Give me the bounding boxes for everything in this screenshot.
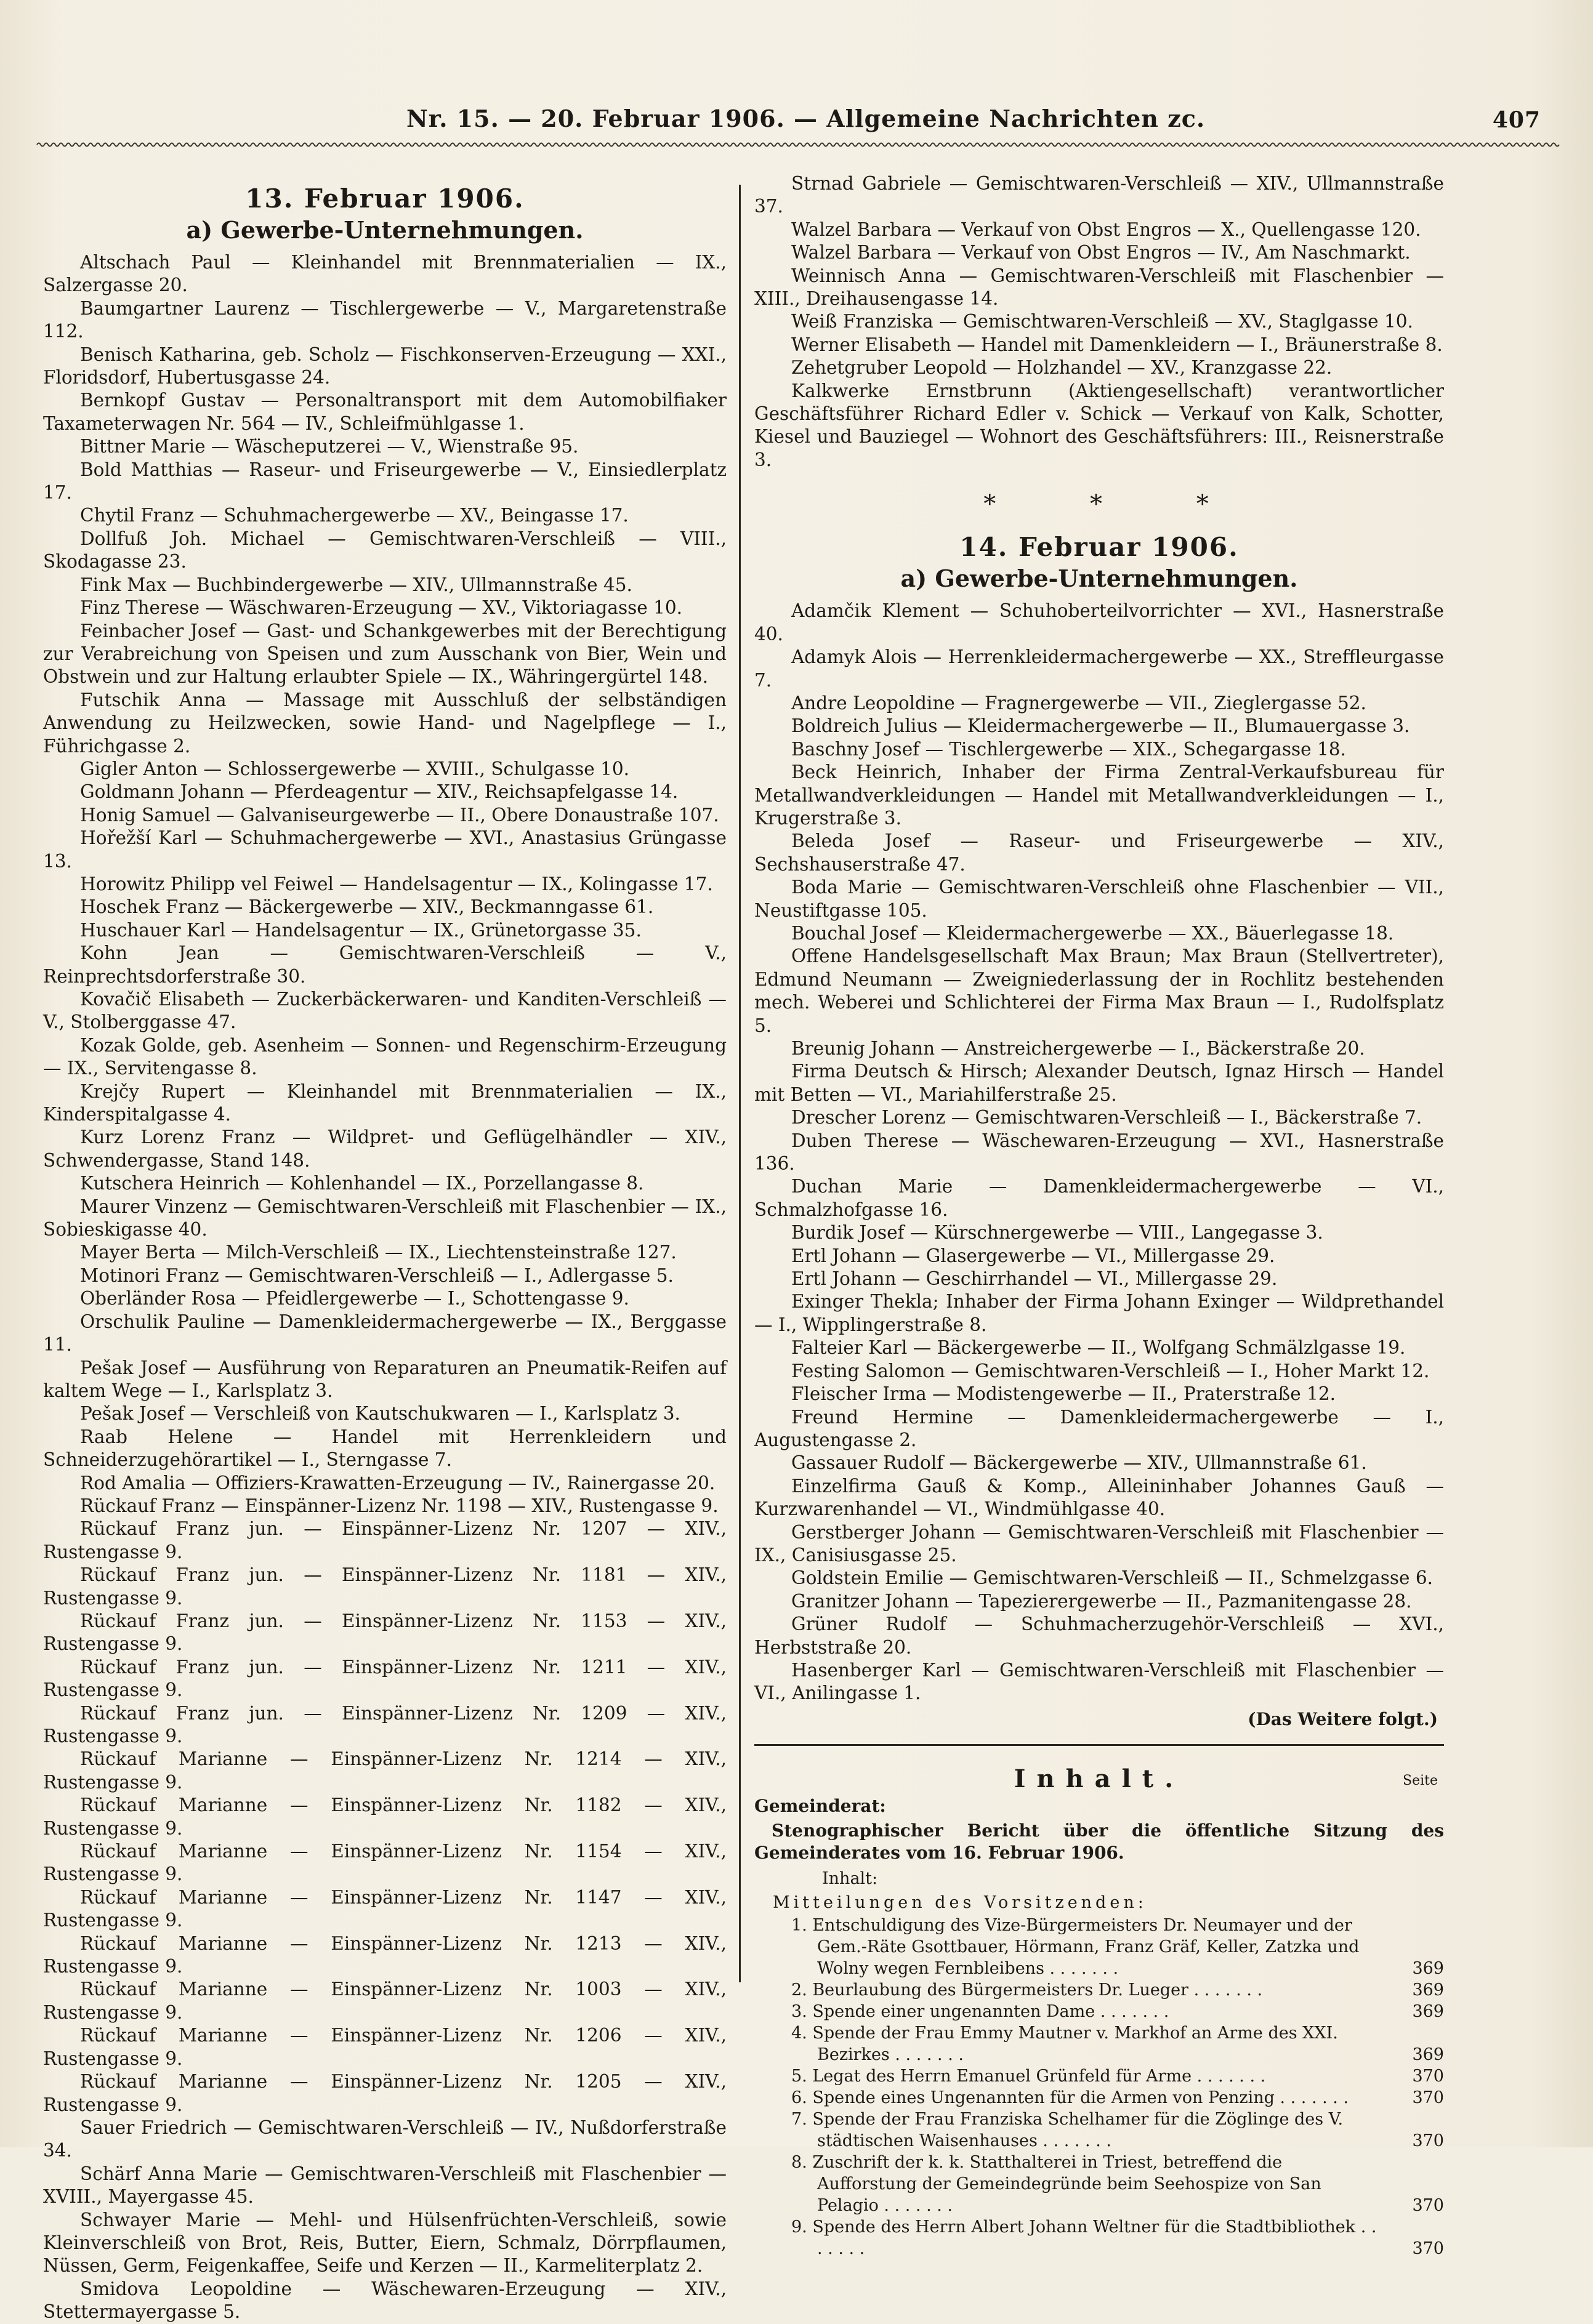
list-item: Feinbacher Josef — Gast- und Schankgewerbes mit der Berechtigung zur Verabreichung von Speisen und zum Ausschank von Bier, Wein und Obstwein und zur Haltung erlaubter Spiele — IX., Währingergürtel 148. (43, 620, 727, 688)
toc-item-page: 370 (1412, 2195, 1444, 2215)
toc-item (754, 2152, 1444, 2216)
section-subtitle: a) Gewerbe-Unternehmungen. (900, 565, 1298, 593)
list-item: Rückauf Marianne — Einspänner-Lizenz Nr. 1147 — XIV., Rustengasse 9. (43, 1886, 727, 1931)
list-item: Schwayer Marie — Mehl- und Hülsenfrüchten-Verschleiß, sowie Kleinverschleiß von Brot, Reis, Butter, Eiern, Schmalz, Dörrpflaumen, Nüssen, Germ, Feigenkaffee, Seife und Kerzen — II., Karmeliterplatz 2. (43, 2209, 727, 2277)
list-item: Rückauf Franz jun. — Einspänner-Lizenz Nr. 1207 — XIV., Rustengasse 9. (43, 1518, 727, 1562)
page-number: 407 (1492, 107, 1541, 133)
list-item: Huschauer Karl — Handelsagentur — IX., Grünetorgasse 35. (80, 919, 642, 941)
toc-item-text: 4. Spende der Frau Emmy Mautner v. Markhof an Arme des XXI. Bezirkes . . . . . . . (791, 2023, 1338, 2064)
toc-item (754, 1915, 1444, 1979)
list-item: Walzel Barbara — Verkauf von Obst Engros — X., Quellengasse 120. (791, 219, 1421, 240)
list-item: Rückauf Franz jun. — Einspänner-Lizenz Nr. 1209 — XIV., Rustengasse 9. (43, 1702, 727, 1747)
toc-report-title: Stenographischer Bericht über die öffentliche Sitzung des Gemeinderates vom 16. Februar 1906. (754, 1820, 1444, 1863)
section-date: 13. Februar 1906. (245, 183, 525, 214)
list-item: Chytil Franz — Schuhmachergewerbe — XV., Beingasse 17. (80, 505, 629, 526)
list-item: Duchan Marie — Damenkleidermachergewerbe — VI., Schmalzhofgasse 16. (754, 1176, 1444, 1220)
list-item: Breunig Johann — Anstreichergewerbe — I., Bäckerstraße 20. (791, 1038, 1365, 1059)
list-item: Beck Heinrich, Inhaber der Firma Zentral-Verkaufsbureau für Metallwandverkleidungen — Handel mit Metallwandverkleidungen — I., Krugerstraße 3. (754, 762, 1444, 829)
list-item: Honig Samuel — Galvaniseurgewerbe — II., Obere Donaustraße 107. (80, 804, 719, 826)
list-item: Rückauf Franz — Einspänner-Lizenz Nr. 1198 — XIV., Rustengasse 9. (80, 1495, 719, 1516)
continued-note: (Das Weitere folgt.) (1248, 1708, 1438, 1729)
list-item: Goldmann Johann — Pferdeagentur — XIV., Reichsapfelgasse 14. (80, 781, 679, 803)
list-item: Beleda Josef — Raseur- und Friseurgewerbe — XIV., Sechshauserstraße 47. (754, 830, 1444, 875)
list-item: Walzel Barbara — Verkauf von Obst Engros — IV., Am Naschmarkt. (791, 242, 1411, 263)
header-wavy-rule (37, 140, 1556, 149)
list-item: Exinger Thekla; Inhaber der Firma Johann Exinger — Wildprethandel — I., Wipplingerstraße 8. (754, 1291, 1444, 1335)
toc-item-page: 370 (1412, 2131, 1444, 2150)
list-item: Drescher Lorenz — Gemischtwaren-Verschleiß — I., Bäckerstraße 7. (791, 1107, 1422, 1128)
list-item: Grüner Rudolf — Schuhmacherzugehör-Verschleiß — XVI., Herbststraße 20. (754, 1614, 1444, 1658)
list-item: Einzelfirma Gauß & Komp., Alleininhaber Johannes Gauß — Kurzwarenhandel — VI., Windmühlgasse 40. (754, 1475, 1444, 1520)
toc-title-text: Inhalt. (1014, 1764, 1185, 1793)
list-item: Rückauf Marianne — Einspänner-Lizenz Nr. 1182 — XIV., Rustengasse 9. (43, 1795, 727, 1839)
list-item: Hoschek Franz — Bäckergewerbe — XIV., Beckmanngasse 61. (80, 896, 654, 918)
list-item: Horowitz Philipp vel Feiwel — Handelsagentur — IX., Kolingasse 17. (80, 873, 713, 895)
list-item: Fink Max — Buchbindergewerbe — XIV., Ullmannstraße 45. (80, 574, 632, 595)
list-item: Festing Salomon — Gemischtwaren-Verschleiß — I., Hoher Markt 12. (791, 1360, 1430, 1381)
list-item: Finz Therese — Wäschwaren-Erzeugung — XV., Viktoriagasse 10. (80, 597, 683, 619)
page-header (37, 99, 1556, 142)
header-title: Nr. 15. — 20. Februar 1906. — Allgemeine Nachrichten zc. (406, 105, 1206, 132)
list-item: Maurer Vinzenz — Gemischtwaren-Verschleiß mit Flaschenbier — IX., Sobieskigasse 40. (43, 1196, 727, 1240)
list-item: Hasenberger Karl — Gemischtwaren-Verschleiß mit Flaschenbier — VI., Anilingasse 1. (754, 1659, 1444, 1704)
toc-item-page: 370 (1412, 2088, 1444, 2107)
section-subtitle: a) Gewerbe-Unternehmungen. (186, 216, 584, 244)
left-column (43, 172, 727, 2323)
continued-entry-list (754, 172, 1444, 472)
toc-item-text: 5. Legat des Herrn Emanuel Grünfeld für Arme . . . . . . . (791, 2066, 1266, 2086)
list-item: Adamyk Alois — Herrenkleidermachergewerbe — XX., Streffleurgasse 7. (754, 646, 1444, 691)
list-item: Freund Hermine — Damenkleidermachergewerbe — I., Augustengasse 2. (754, 1406, 1444, 1450)
list-item: Baschny Josef — Tischlergewerbe — XIX., Schegargasse 18. (791, 738, 1346, 760)
list-item: Fleischer Irma — Modistengewerbe — II., Praterstraße 12. (791, 1383, 1336, 1405)
right-column (754, 172, 1444, 2258)
list-item: Firma Deutsch & Hirsch; Alexander Deutsch, Ignaz Hirsch — Handel mit Betten — VI., Mariahilferstraße 25. (754, 1061, 1444, 1105)
list-item: Raab Helene — Handel mit Herrenkleidern und Schneiderzugehörartikel — I., Sterngasse 7. (43, 1426, 727, 1471)
table-of-contents (754, 1764, 1444, 2259)
toc-item-page: 369 (1412, 1980, 1444, 2000)
column-divider (739, 185, 741, 1982)
toc-item-page: 369 (1412, 2001, 1444, 2021)
list-item: Gassauer Rudolf — Bäckergewerbe — XIV., Ullmannstraße 61. (791, 1452, 1367, 1474)
toc-title (754, 1764, 1444, 1793)
list-item: Rückauf Marianne — Einspänner-Lizenz Nr. 1206 — XIV., Rustengasse 9. (43, 2025, 727, 2069)
list-item: Futschik Anna — Massage mit Ausschluß der selbständigen Anwendung zu Heilzwecken, sowie Hand- und Nagelpflege — I., Führichgasse 2. (43, 689, 727, 757)
toc-item (754, 2065, 1444, 2087)
section-separator-stars: * * * (983, 490, 1252, 519)
list-item: Rückauf Marianne — Einspänner-Lizenz Nr. 1205 — XIV., Rustengasse 9. (43, 2071, 727, 2115)
list-item: Bold Matthias — Raseur- und Friseurgewerbe — V., Einsiedlerplatz 17. (43, 459, 727, 504)
toc-item-page: 369 (1412, 1958, 1444, 1978)
list-item: Mayer Berta — Milch-Verschleiß — IX., Liechtensteinstraße 127. (80, 1242, 677, 1263)
right-entry-list (754, 600, 1444, 1705)
section-rule (754, 1744, 1444, 1746)
list-item: Orschulik Pauline — Damenkleidermachergewerbe — IX., Berggasse 11. (43, 1311, 727, 1356)
toc-page-label: Seite (1403, 1772, 1438, 1788)
list-item: Zehetgruber Leopold — Holzhandel — XV., Kranzgasse 22. (791, 357, 1333, 379)
list-item: Burdik Josef — Kürschnergewerbe — VIII., Langegasse 3. (791, 1222, 1323, 1244)
list-item: Pešak Josef — Verschleiß von Kautschukwaren — I., Karlsplatz 3. (80, 1403, 680, 1425)
list-item: Weiß Franziska — Gemischtwaren-Verschleiß — XV., Staglgasse 10. (791, 311, 1413, 332)
toc-item-text: 3. Spende einer ungenannten Dame . . . . . . . (791, 2001, 1169, 2021)
list-item: Pešak Josef — Ausführung von Reparaturen an Pneumatik-Reifen auf kaltem Wege — I., Karlsplatz 3. (43, 1357, 727, 1401)
list-item: Ertl Johann — Glasergewerbe — VI., Millergasse 29. (791, 1245, 1275, 1266)
toc-gemeinderat-label: Gemeinderat: (754, 1795, 886, 1816)
list-item: Benisch Katharina, geb. Scholz — Fischkonserven-Erzeugung — XXI., Floridsdorf, Hubertusgasse 24. (43, 344, 727, 388)
list-item: Strnad Gabriele — Gemischtwaren-Verschleiß — XIV., Ullmannstraße 37. (754, 173, 1444, 217)
list-item: Motinori Franz — Gemischtwaren-Verschleiß — I., Adlergasse 5. (80, 1265, 674, 1286)
list-item: Rückauf Marianne — Einspänner-Lizenz Nr. 1154 — XIV., Rustengasse 9. (43, 1841, 727, 1885)
list-item: Gerstberger Johann — Gemischtwaren-Verschleiß mit Flaschenbier — IX., Canisiusgasse 25. (754, 1521, 1444, 1566)
list-item: Smidova Leopoldine — Wäschewaren-Erzeugung — XIV., Stettermayergasse 5. (43, 2278, 727, 2323)
toc-item (754, 2087, 1444, 2109)
toc-item-text: 6. Spende eines Ungenannten für die Armen von Penzing . . . . . . . (791, 2088, 1349, 2107)
list-item: Rückauf Marianne — Einspänner-Lizenz Nr. 1214 — XIV., Rustengasse 9. (43, 1748, 727, 1793)
list-item: Boda Marie — Gemischtwaren-Verschleiß ohne Flaschenbier — VII., Neustiftgasse 105. (754, 877, 1444, 921)
toc-item-text: 9. Spende des Herrn Albert Johann Weltner für die Stadtbibliothek . . . . . . . (791, 2217, 1377, 2258)
toc-item-page: 370 (1412, 2238, 1444, 2258)
list-item: Kurz Lorenz Franz — Wildpret- und Geflügelhändler — XIV., Schwendergasse, Stand 148. (43, 1127, 727, 1171)
list-item: Werner Elisabeth — Handel mit Damenkleidern — I., Bräunerstraße 8. (791, 334, 1443, 355)
list-item: Hořežší Karl — Schuhmachergewerbe — XVI., Anastasius Grüngasse 13. (43, 827, 727, 872)
list-item: Krejčy Rupert — Kleinhandel mit Brennmaterialien — IX., Kinderspitalgasse 4. (43, 1080, 727, 1125)
list-item: Weinnisch Anna — Gemischtwaren-Verschleiß mit Flaschenbier — XIII., Dreihausengasse 14. (754, 265, 1444, 310)
list-item: Adamčik Klement — Schuhoberteilvorrichter — XVI., Hasnerstraße 40. (754, 600, 1444, 645)
toc-item-page: 370 (1412, 2066, 1444, 2086)
list-item: Rückauf Marianne — Einspänner-Lizenz Nr. 1213 — XIV., Rustengasse 9. (43, 1932, 727, 1977)
list-item: Boldreich Julius — Kleidermachergewerbe — II., Blumauergasse 3. (791, 715, 1410, 737)
list-item: Kovačič Elisabeth — Zuckerbäckerwaren- und Kanditen-Verschleiß — V., Stolberggasse 47. (43, 989, 727, 1033)
list-item: Kutschera Heinrich — Kohlenhandel — IX., Porzellangasse 8. (80, 1173, 644, 1194)
list-item: Falteier Karl — Bäckergewerbe — II., Wolfgang Schmälzlgasse 19. (791, 1337, 1406, 1359)
list-item: Rückauf Marianne — Einspänner-Lizenz Nr. 1003 — XIV., Rustengasse 9. (43, 1979, 727, 2023)
list-item: Kohn Jean — Gemischtwaren-Verschleiß — V., Reinprechtsdorferstraße 30. (43, 943, 727, 987)
list-item: Bernkopf Gustav — Personaltransport mit dem Automobilfiaker Taxameterwagen Nr. 564 — IV., Schleifmühlgasse 1. (43, 390, 727, 434)
list-item: Oberländer Rosa — Pfeidlergewerbe — I., Schottengasse 9. (80, 1288, 629, 1309)
toc-mitteilungen-label: Mitteilungen des Vorsitzenden: (773, 1892, 1147, 1912)
list-item: Offene Handelsgesellschaft Max Braun; Max Braun (Stellvertreter), Edmund Neumann — Zweigniederlassung der in Rochlitz bestehenden mech. Weberei und Schlichterei der Firma Max Braun — I., Rudolfsplatz 5. (754, 946, 1444, 1036)
toc-item (754, 2022, 1444, 2065)
list-item: Rückauf Franz jun. — Einspänner-Lizenz Nr. 1181 — XIV., Rustengasse 9. (43, 1564, 727, 1609)
list-item: Bittner Marie — Wäscheputzerei — V., Wienstraße 95. (80, 436, 579, 457)
toc-item-page: 369 (1412, 2045, 1444, 2064)
toc-item (754, 2216, 1444, 2259)
toc-item-list (754, 1915, 1444, 2259)
toc-item (754, 1979, 1444, 2001)
list-item: Goldstein Emilie — Gemischtwaren-Verschleiß — II., Schmelzgasse 6. (791, 1567, 1434, 1589)
list-item: Granitzer Johann — Tapezierergewerbe — II., Pazmanitengasse 28. (791, 1590, 1412, 1612)
list-item: Altschach Paul — Kleinhandel mit Brennmaterialien — IX., Salzergasse 20. (43, 252, 727, 296)
list-item: Rückauf Franz jun. — Einspänner-Lizenz Nr. 1211 — XIV., Rustengasse 9. (43, 1656, 727, 1701)
list-item: Kalkwerke Ernstbrunn (Aktiengesellschaft) verantwortlicher Geschäftsführer Richard Edler v. Schick — Verkauf von Kalk, Schotter, Kiesel und Bauziegel — Wohnort des Geschäftsführers: III., Reisnerstraße 3. (754, 380, 1444, 470)
toc-item-text: 2. Beurlaubung des Bürgermeisters Dr. Lueger . . . . . . . (791, 1980, 1263, 2000)
list-item: Rod Amalia — Offiziers-Krawatten-Erzeugung — IV., Rainergasse 20. (80, 1472, 716, 1494)
list-item: Rückauf Franz jun. — Einspänner-Lizenz Nr. 1153 — XIV., Rustengasse 9. (43, 1610, 727, 1655)
left-entry-list (43, 251, 727, 2324)
section-date: 14. Februar 1906. (959, 532, 1239, 563)
toc-item-text: 1. Entschuldigung des Vize-Bürgermeisters Dr. Neumayer und der Gem.-Räte Gsottbauer, Hörmann, Franz Gräf, Keller, Zatzka und Wolny wegen Fernbleibens . . . . . . . (791, 1915, 1360, 1978)
list-item: Dollfuß Joh. Michael — Gemischtwaren-Verschleiß — VIII., Skodagasse 23. (43, 528, 727, 573)
toc-item-text: 7. Spende der Frau Franziska Schelhamer für die Zöglinge des V. städtischen Waisenhauses . . . . . . . (791, 2109, 1344, 2150)
list-item: Duben Therese — Wäschewaren-Erzeugung — XVI., Hasnerstraße 136. (754, 1130, 1444, 1175)
list-item: Ertl Johann — Geschirrhandel — VI., Millergasse 29. (791, 1268, 1278, 1290)
list-item: Kozak Golde, geb. Asenheim — Sonnen- und Regenschirm-Erzeugung — IX., Servitengasse 8. (43, 1034, 727, 1079)
toc-item (754, 2001, 1444, 2022)
toc-item-text: 8. Zuschrift der k. k. Statthalterei in Triest, betreffend die Aufforstung der Gemeindegründe beim Seehospize von San Pelagio . . . . . . . (791, 2152, 1321, 2215)
list-item: Schärf Anna Marie — Gemischtwaren-Verschleiß mit Flaschenbier — XVIII., Mayergasse 45. (43, 2163, 727, 2208)
list-item: Andre Leopoldine — Fragnergewerbe — VII., Zieglergasse 52. (791, 692, 1366, 714)
list-item: Sauer Friedrich — Gemischtwaren-Verschleiß — IV., Nußdorferstraße 34. (43, 2117, 727, 2161)
toc-inhalt-label: Inhalt: (822, 1868, 878, 1888)
list-item: Gigler Anton — Schlossergewerbe — XVIII., Schulgasse 10. (80, 758, 630, 779)
toc-item (754, 2109, 1444, 2152)
list-item: Bouchal Josef — Kleidermachergewerbe — XX., Bäuerlegasse 18. (791, 922, 1394, 944)
list-item: Baumgartner Laurenz — Tischlergewerbe — V., Margaretenstraße 112. (43, 297, 727, 342)
